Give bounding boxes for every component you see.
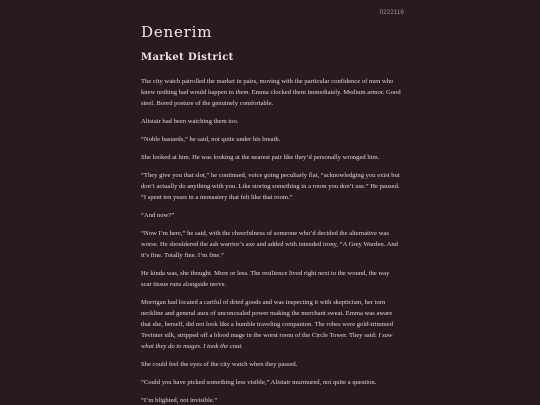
story-paragraph bbox=[141, 228, 401, 261]
paragraph-text: “Could you have picked something less visible,” Alistair murmured, not quite a question. bbox=[141, 378, 377, 386]
paragraph-text: The city watch patrolled the market in pairs, moving with the particular confidence of men who knew nothing bad would happen to bbox=[141, 78, 394, 97]
paragraph-text: “And now?” bbox=[141, 211, 175, 219]
story-paragraph bbox=[141, 170, 401, 203]
story-paragraph bbox=[141, 152, 401, 163]
paragraph-text: She could feel the eyes of the city watch when they passed. bbox=[141, 361, 298, 369]
italic-text: I saw what they do to mages. I took the coat. bbox=[141, 332, 393, 351]
paragraph-text: “Now I’m here,” he said, with the cheerfulness of someone who’d decided the alternative was worse. He shouldered the ash warrior’s axe and added with intended irony, “A Grey Warden. And it’s fine. Totally fine. I’m fine.” bbox=[141, 229, 398, 259]
paragraph-text: . Emma clocked them immediately. Medium armor. Good steel. Bored posture of the genuinely comfortable. bbox=[141, 89, 401, 108]
story-paragraph bbox=[141, 297, 401, 352]
italic-text: them bbox=[235, 89, 249, 97]
story-paragraph bbox=[141, 76, 401, 109]
location-subtitle: Market District bbox=[141, 52, 234, 63]
story-paragraph bbox=[141, 359, 401, 370]
story-paragraph bbox=[141, 134, 401, 145]
page-id-label: 0222116 bbox=[379, 10, 404, 16]
story-passage bbox=[141, 76, 401, 405]
paragraph-text: She looked at him. He was looking at the nearest pair like they’d personally wronged him. bbox=[141, 153, 380, 161]
paragraph-text: “I’m blighted, not invisible.” bbox=[141, 396, 218, 404]
story-paragraph bbox=[141, 395, 401, 405]
story-paragraph bbox=[141, 116, 401, 127]
story-paragraph bbox=[141, 268, 401, 290]
paragraph-text: Alistair had been watching them too. bbox=[141, 118, 239, 126]
story-content bbox=[141, 24, 401, 405]
paragraph-text: He kinda was, she thought. More or less. The resilience lived right next to the wound, the way scar tissue runs alongside nerve. bbox=[141, 269, 390, 288]
paragraph-text: “They give you that slot,” he continued, voice going peculiarly flat, “acknowledging you exist but don’t actually do anything with you. Like storing something in a room you don’t use.” He paused. “I spent ten years in a monastery that felt like that room.” bbox=[141, 171, 400, 201]
location-title: Denerim bbox=[141, 23, 213, 41]
paragraph-text: Morrigan had located a cartful of dried goods and was inspecting it with skepticism, her torn neckline and general aura of unconcealed power making the merchant sweat. Emma was aware that she, herself, did not look like a humble traveling companion. The robes were gold-trimmed Tevinter silk, stripped off a blood mage in the worst room of the Circle Tower. They said: bbox=[141, 298, 394, 340]
paragraph-text: “Noble bastards,” he said, not quite under his breath. bbox=[141, 135, 281, 143]
story-paragraph bbox=[141, 377, 401, 388]
story-paragraph bbox=[141, 210, 401, 221]
